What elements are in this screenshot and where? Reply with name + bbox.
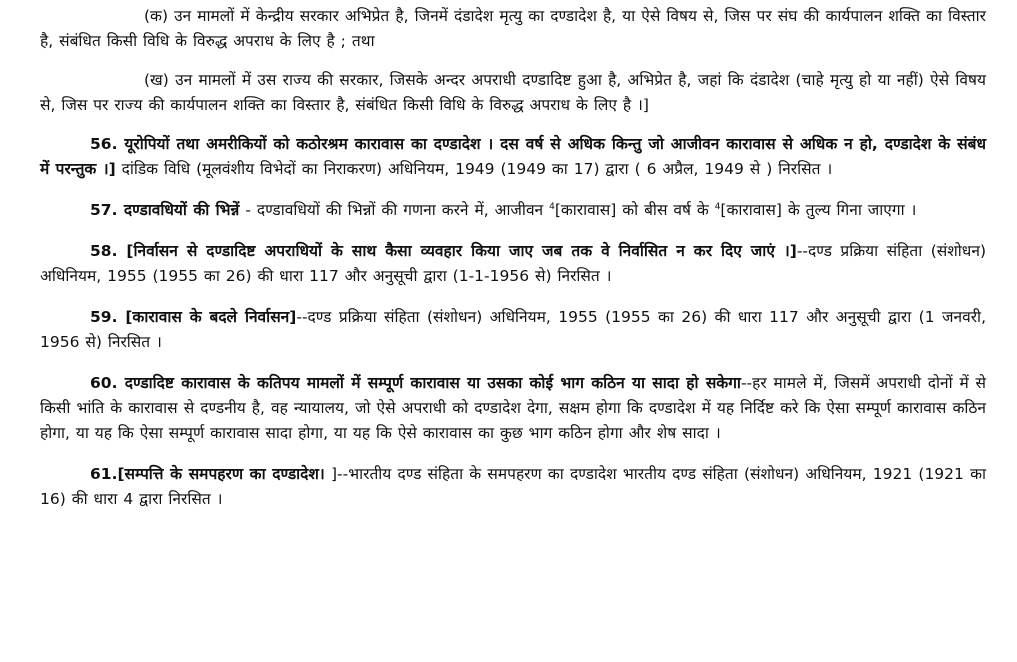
section-60-heading: 60. दण्डादिष्ट कारावास के कतिपय मामलों में सम्पूर्ण कारावास या उसका कोई भाग कठिन या सादा हो सकेगा [90,374,741,392]
section-57-body-a: - दण्डावधियों की भिन्नों की गणना करने में, आजीवन [239,201,550,219]
section-58-body: --दण्ड प्रक्रिया संहिता (संशोधन) अधिनियम, 1955 (1955 का 26) की धारा 117 और अनुसूची द्वारा (1-1-1956 से) निरसित । [40,242,986,285]
document-page [40,4,986,528]
clause-kha [40,68,986,118]
section-60 [40,371,986,446]
section-61-body: ]--भारतीय दण्ड संहिता के समपहरण का दण्डादेश भारतीय दण्ड संहिता (संशोधन) अधिनियम, 1921 (1921 का 16) की धारा 4 द्वारा निरसित । [40,465,986,508]
section-58 [40,239,986,289]
section-59 [40,305,986,355]
section-61 [40,462,986,512]
footnote-ref-4b: 4 [714,201,721,212]
section-56 [40,132,986,182]
clause-ka-text: (क) उन मामलों में केन्द्रीय सरकार अभिप्रेत है, जिनमें दंडादेश मृत्यु का दण्डादेश है, या ऐसे विषय से, जिस पर संघ की कार्यपालन शक्ति का विस्तार है, संबंधित किसी विधि के विरुद्ध अपराध के लिए है ; तथा [40,7,986,50]
section-58-heading: 58. [निर्वासन से दण्डादिष्ट अपराधियों के साथ कैसा व्यवहार किया जाए जब तक वे निर्वासित न कर दिए जाएं ।] [90,242,797,260]
section-56-body: दांडिक विधि (मूलवंशीय विभेदों का निराकरण) अधिनियम, 1949 (1949 का 17) द्वारा ( 6 अप्रैल, 1949 से ) निरसित । [115,160,833,178]
section-60-body: --हर मामले में, जिसमें अपराधी दोनों में से किसी भांति के कारावास से दण्डनीय है, वह न्यायालय, जो ऐसे अपराधी को दण्डादेश देगा, सक्षम होगा कि दण्डादेश में यह निर्दिष्ट करे कि ऐसा सम्पूर्ण कारावास कठिन होगा, या यह कि ऐसा सम्पूर्ण कारावास सादा होगा, या यह कि ऐसे कारावास का कुछ भाग कठिन होगा और शेष सादा । [40,374,986,442]
section-61-heading: 61.[सम्पत्ति के समपहरण का दण्डादेश। [90,465,325,483]
section-57-heading: 57. दण्डावधियों की भिन्नें [90,201,240,219]
section-59-body: --दण्ड प्रक्रिया संहिता (संशोधन) अधिनियम, 1955 (1955 का 26) की धारा 117 और अनुसूची द्वारा (1 जनवरी, 1956 से) निरसित । [40,308,986,351]
section-57 [40,198,986,223]
section-56-heading: 56. यूरोपियों तथा अमरीकियों को कठोरश्रम कारावास का दण्डादेश । दस वर्ष से अधिक किन्तु जो आजीवन कारावास से अधिक न हो, दण्डादेश के संबंध में परन्तुक ।] [40,135,986,178]
clause-kha-text: (ख) उन मामलों में उस राज्य की सरकार, जिसके अन्दर अपराधी दण्डादिष्ट हुआ है, अभिप्रेत है, जहां कि दंडादेश (चाहे मृत्यु हो या नहीं) ऐसे विषय से, जिस पर राज्य की कार्यपालन शक्ति का विस्तार है, संबंधित किसी विधि के विरुद्ध अपराध के लिए है ।] [40,71,986,114]
clause-ka [40,4,986,54]
section-59-heading: 59. [कारावास के बदले निर्वासन] [90,308,297,326]
section-57-body-b: [कारावास] को बीस वर्ष के [554,201,715,219]
footnote-ref-4a: 4 [549,201,555,212]
section-57-body-c: [कारावास] के तुल्य गिना जाएगा । [720,201,917,219]
